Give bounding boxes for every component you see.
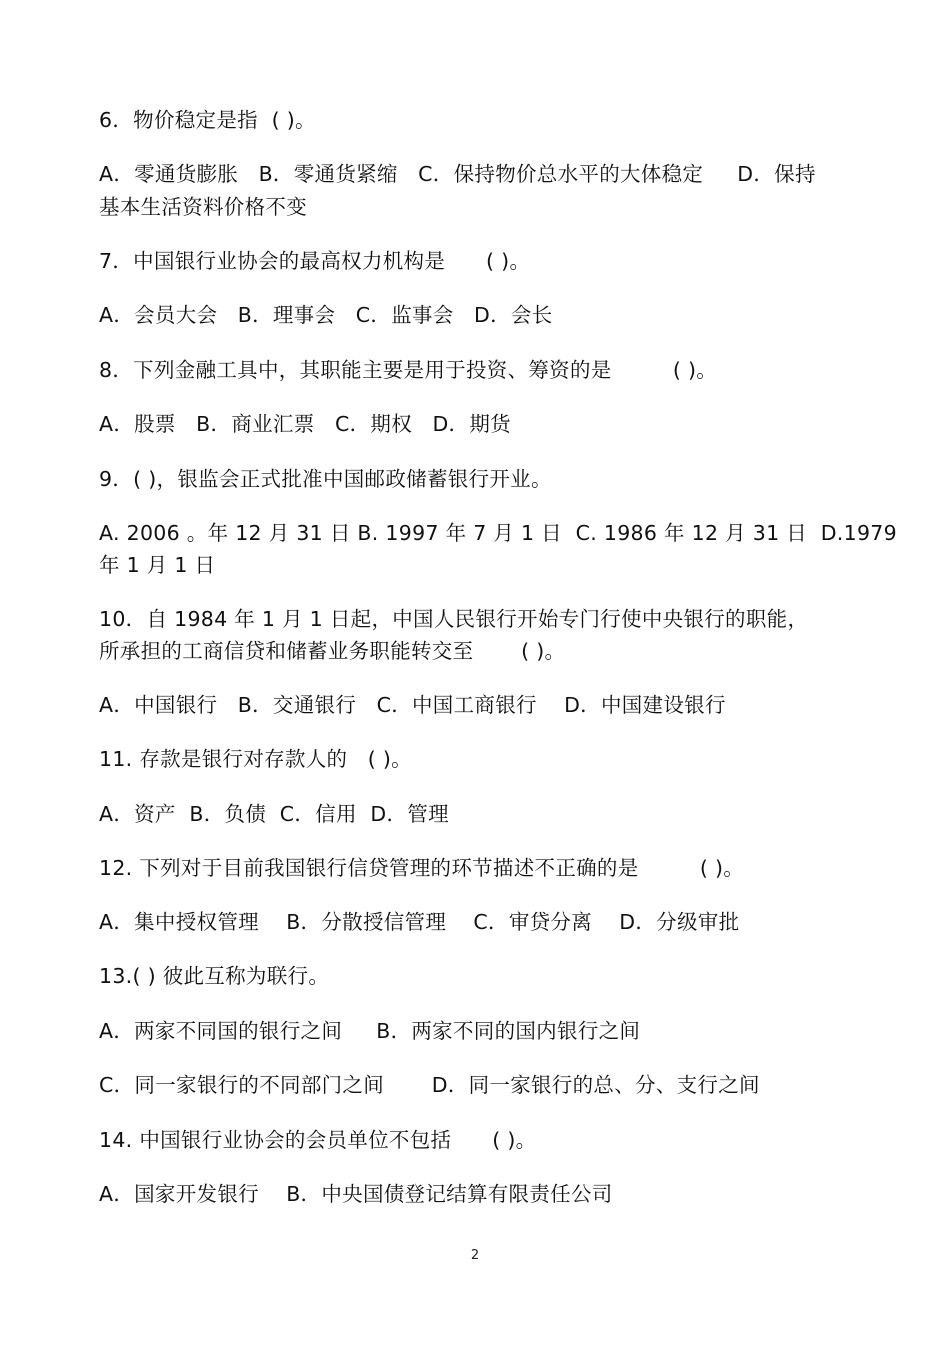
question-10: 10．自 1984 年 1 月 1 日起，中国人民银行开始专门行使中央银行的职能， xyxy=(99,607,809,631)
question-9: 9．( )，银监会正式批准中国邮政储蓄银行开业。 xyxy=(99,467,552,491)
question-13-options-cd: C．同一家银行的不同部门之间 D．同一家银行的总、分、支行之间 xyxy=(99,1073,760,1097)
question-10-cont: 所承担的工商信贷和储蓄业务职能转交至 ( )。 xyxy=(99,639,566,663)
question-6: 6．物价稳定是指 ( )。 xyxy=(99,108,316,132)
question-11: 11. 存款是银行对存款人的 ( )。 xyxy=(99,747,412,771)
question-12: 12. 下列对于目前我国银行信贷管理的环节描述不正确的是 ( )。 xyxy=(99,856,745,880)
question-10-options: A．中国银行 B．交通银行 C．中国工商银行 D．中国建设银行 xyxy=(99,693,726,717)
question-7: 7．中国银行业协会的最高权力机构是 ( )。 xyxy=(99,249,531,273)
question-7-options: A．会员大会 B．理事会 C．监事会 D．会长 xyxy=(99,303,553,327)
page-number: 2 xyxy=(470,1248,480,1263)
question-11-options: A．资产 B．负债 C．信用 D．管理 xyxy=(99,802,449,826)
question-14: 14. 中国银行业协会的会员单位不包括 ( )。 xyxy=(99,1128,537,1152)
question-8-options: A．股票 B．商业汇票 C．期权 D．期货 xyxy=(99,412,511,436)
question-6-options-cont: 基本生活资料价格不变 xyxy=(99,195,307,219)
question-9-options-cont: 年 1 月 1 日 xyxy=(99,553,216,577)
question-14-options: A．国家开发银行 B．中央国债登记结算有限责任公司 xyxy=(99,1182,613,1206)
question-9-options: A. 2006 。年 12 月 31 日 B. 1997 年 7 月 1 日 C. 1986 年 12 月 31 日 D.1979 xyxy=(99,521,897,545)
question-13-options-ab: A．两家不同国的银行之间 B．两家不同的国内银行之间 xyxy=(99,1019,641,1043)
question-13: 13.( ) 彼此互称为联行。 xyxy=(99,964,330,988)
question-8: 8．下列金融工具中，其职能主要是用于投资、筹资的是 ( )。 xyxy=(99,358,718,382)
question-6-options: A．零通货膨胀 B．零通货紧缩 C．保持物价总水平的大体稳定 D．保持 xyxy=(99,162,816,186)
question-12-options: A．集中授权管理 B．分散授信管理 C．审贷分离 D．分级审批 xyxy=(99,910,740,934)
